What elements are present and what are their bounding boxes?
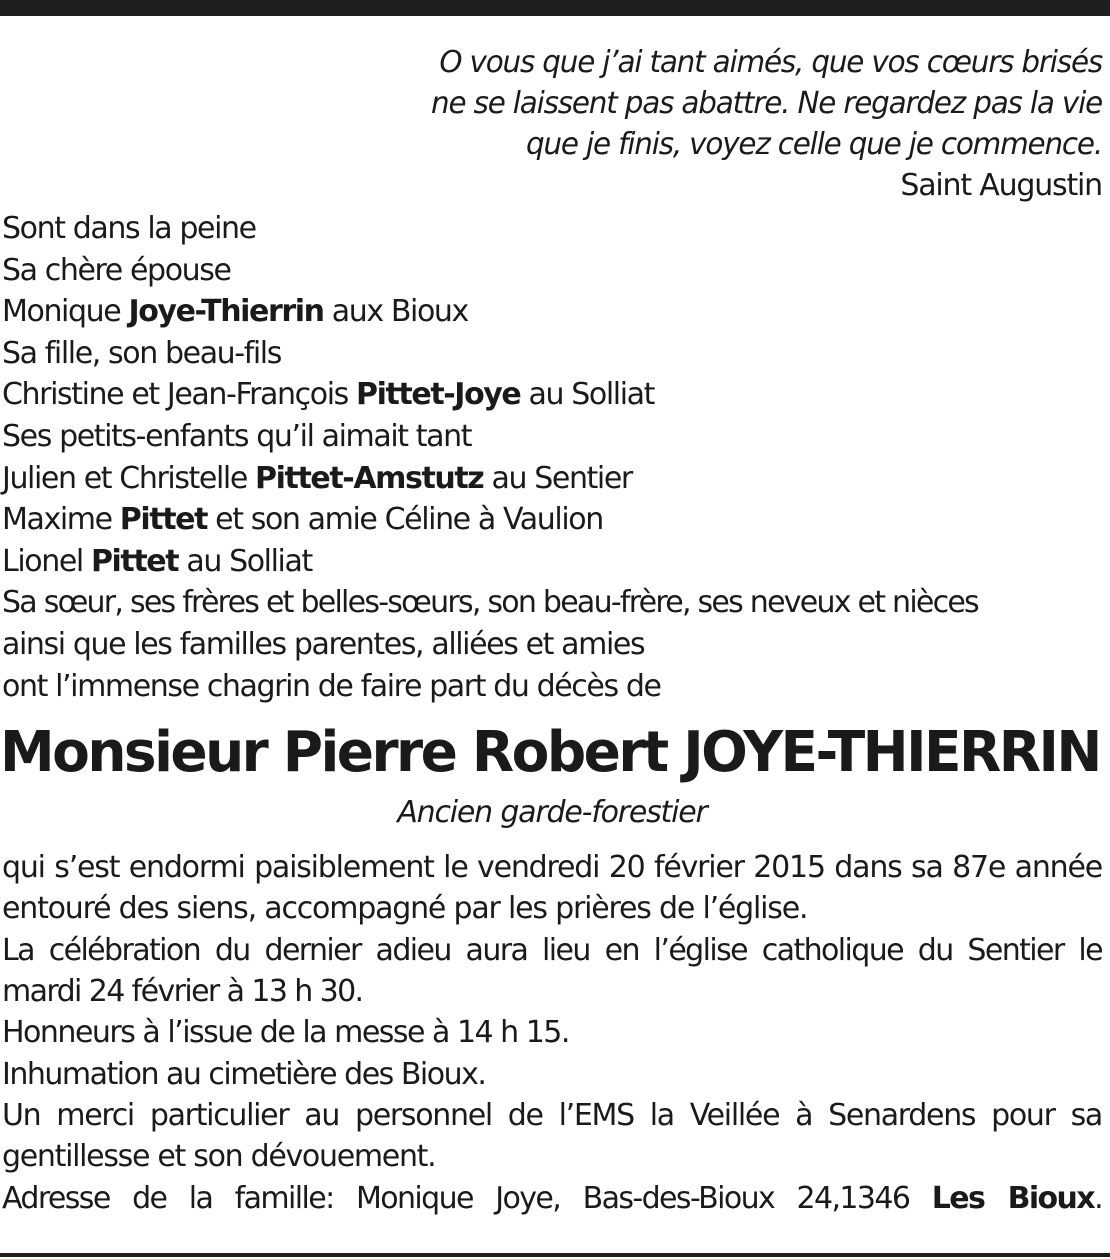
grandchild-line [2,499,1102,541]
family-intro: Sont dans la peine [2,211,256,246]
grandchildren-label: Ses petits-enfants qu’il aimait tant [2,418,472,454]
quote-line: que je finis, voyez celle que je commence. [525,127,1102,162]
notice-details [2,847,1102,1219]
address-locality: Les Bioux [931,1180,1095,1216]
burial-paragraph: Inhumation au cimetière des Bioux. [2,1056,486,1092]
thanks-paragraph: Un merci particulier au personnel de l’EMS la Veillée à Senardens pour sa gentillesse et son dévouement. [2,1097,1102,1175]
first-names: Lionel [2,543,91,579]
relatives-line: ainsi que les familles parentes, alliées et amies [2,626,645,662]
announcement-line: ont l’immense chagrin de faire part du décès de [2,668,661,704]
surname: Pittet [119,502,208,538]
children-line [2,374,1102,416]
quote-line: ne se laissent pas abattre. Ne regardez pas la vie [431,86,1102,121]
place: et son amie Céline à Vaulion [207,502,603,538]
surname: Pittet-Joye [356,377,521,413]
first-names: Julien et Christelle [2,460,256,496]
place: au Sentier [483,460,632,496]
top-rule [0,0,1110,16]
grandchild-line [2,458,1102,500]
surname: Joye-Thierrin [128,294,324,330]
deceased-occupation: Ancien garde-forestier [397,795,707,831]
first-names: Christine et Jean-François [2,377,357,413]
address-text: Adresse de la famille: Monique Joye, Bas-des-Bioux 24,1346 [2,1180,932,1216]
address-paragraph [2,1178,1102,1219]
first-names: Monique [2,294,129,330]
surname: Pittet-Amstutz [255,460,484,496]
deceased-name: Monsieur Pierre Robert JOYE-THIERRIN [0,720,1100,786]
grandchild-line [2,541,1102,583]
place: aux Bioux [323,294,468,330]
place: au Solliat [520,377,655,413]
passing-paragraph: qui s’est endormi paisiblement le vendredi 20 février 2015 dans sa 87e année entouré des siens, accompagné par les prières de l’église. [2,850,1102,927]
epigraph [2,42,1102,206]
address-end: . [1094,1180,1102,1216]
spouse-label: Sa chère épouse [2,252,231,288]
children-label: Sa fille, son beau-fils [2,335,281,371]
family-list [2,208,1102,707]
surname: Pittet [90,543,179,579]
spouse-line [2,291,1102,333]
siblings-line: Sa sœur, ses frères et belles-sœurs, son beau-frère, ses neveux et nièces [2,585,978,621]
bottom-rule [0,1253,1110,1257]
honours-paragraph: Honneurs à l’issue de la messe à 14 h 15. [2,1015,569,1051]
obituary-notice [2,42,1102,1219]
quote-author: Saint Augustin [900,168,1102,203]
ceremony-paragraph: La célébration du dernier adieu aura lieu en l’église catholique du Sentier le mardi 24 février à 13 h 30. [2,932,1102,1010]
quote-line: O vous que j’ai tant aimés, que vos cœurs brisés [439,45,1102,80]
first-names: Maxime [2,502,120,538]
place: au Solliat [178,543,312,579]
